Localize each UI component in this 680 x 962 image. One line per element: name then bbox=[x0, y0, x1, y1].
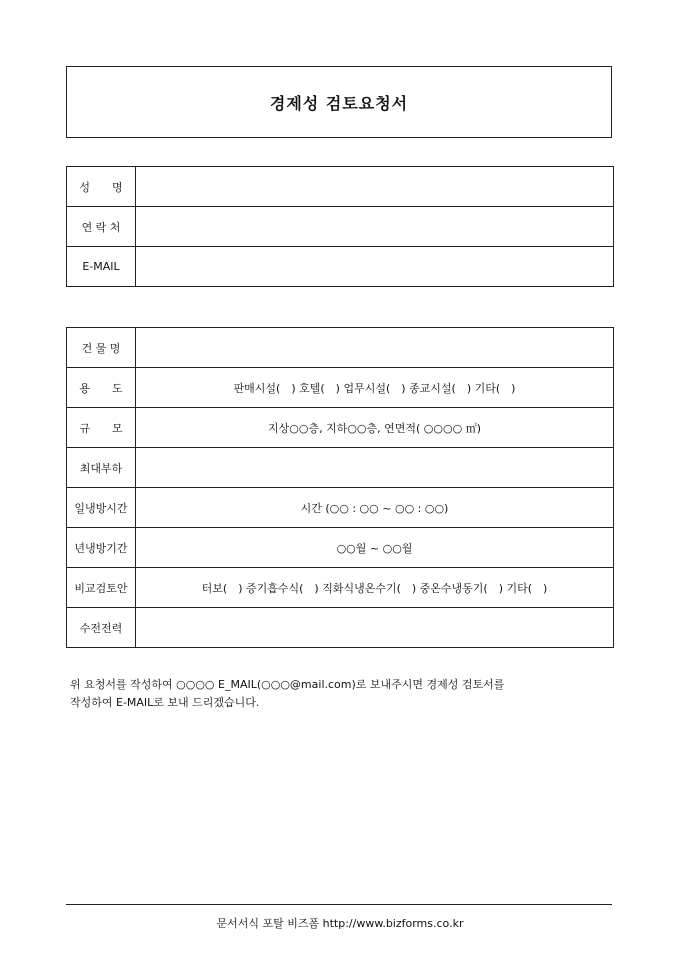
table-row-comparison bbox=[67, 568, 614, 608]
table-row-annual-cooling bbox=[67, 528, 614, 568]
name-field[interactable] bbox=[136, 167, 614, 207]
table-row-max-load bbox=[67, 448, 614, 488]
comparison-field[interactable]: 터보( ) 증기흡수식( ) 직화식냉온수기( ) 중온수냉동기( ) 기타( ) bbox=[136, 568, 614, 608]
max-load-field[interactable] bbox=[136, 448, 614, 488]
footer-divider bbox=[66, 904, 612, 905]
contact-table bbox=[66, 166, 614, 287]
note-line-2: 작성하여 E-MAIL로 보내 드리겠습니다. bbox=[70, 696, 260, 709]
footer-text: 문서서식 포탈 비즈폼 http://www.bizforms.co.kr bbox=[216, 917, 464, 930]
table-row-name bbox=[67, 167, 614, 207]
power-label: 수전전력 bbox=[67, 608, 136, 648]
building-name-label: 건 물 명 bbox=[67, 328, 136, 368]
usage-label: 용 도 bbox=[67, 368, 136, 408]
table-row-power bbox=[67, 608, 614, 648]
daily-cooling-field[interactable]: 시간 (○○ : ○○ ~ ○○ : ○○) bbox=[136, 488, 614, 528]
daily-cooling-label: 일냉방시간 bbox=[67, 488, 136, 528]
scale-label: 규 모 bbox=[67, 408, 136, 448]
annual-cooling-label: 년냉방기간 bbox=[67, 528, 136, 568]
annual-cooling-field[interactable]: ○○월 ~ ○○월 bbox=[136, 528, 614, 568]
comparison-label: 비교검토안 bbox=[67, 568, 136, 608]
usage-field[interactable]: 판매시설( ) 호텔( ) 업무시설( ) 종교시설( ) 기타( ) bbox=[136, 368, 614, 408]
building-table bbox=[66, 327, 614, 648]
scale-field[interactable]: 지상○○층, 지하○○층, 연면적( ○○○○ ㎡) bbox=[136, 408, 614, 448]
note-line-1: 위 요청서를 작성하여 ○○○○ E_MAIL(○○○@mail.com)로 보내주시면 경제성 검토서를 bbox=[70, 678, 505, 691]
power-field[interactable] bbox=[136, 608, 614, 648]
title-box bbox=[66, 66, 612, 138]
table-row-email bbox=[67, 247, 614, 287]
table-row-building-name bbox=[67, 328, 614, 368]
table-row-usage bbox=[67, 368, 614, 408]
name-label: 성 명 bbox=[67, 167, 136, 207]
building-name-field[interactable] bbox=[136, 328, 614, 368]
phone-label: 연 락 처 bbox=[67, 207, 136, 247]
table-row-scale bbox=[67, 408, 614, 448]
email-label: E-MAIL bbox=[67, 247, 136, 287]
document-title: 경제성 검토요청서 bbox=[269, 93, 409, 113]
instruction-note bbox=[70, 676, 630, 712]
email-field[interactable] bbox=[136, 247, 614, 287]
table-row-phone bbox=[67, 207, 614, 247]
max-load-label: 최대부하 bbox=[67, 448, 136, 488]
table-row-daily-cooling bbox=[67, 488, 614, 528]
phone-field[interactable] bbox=[136, 207, 614, 247]
